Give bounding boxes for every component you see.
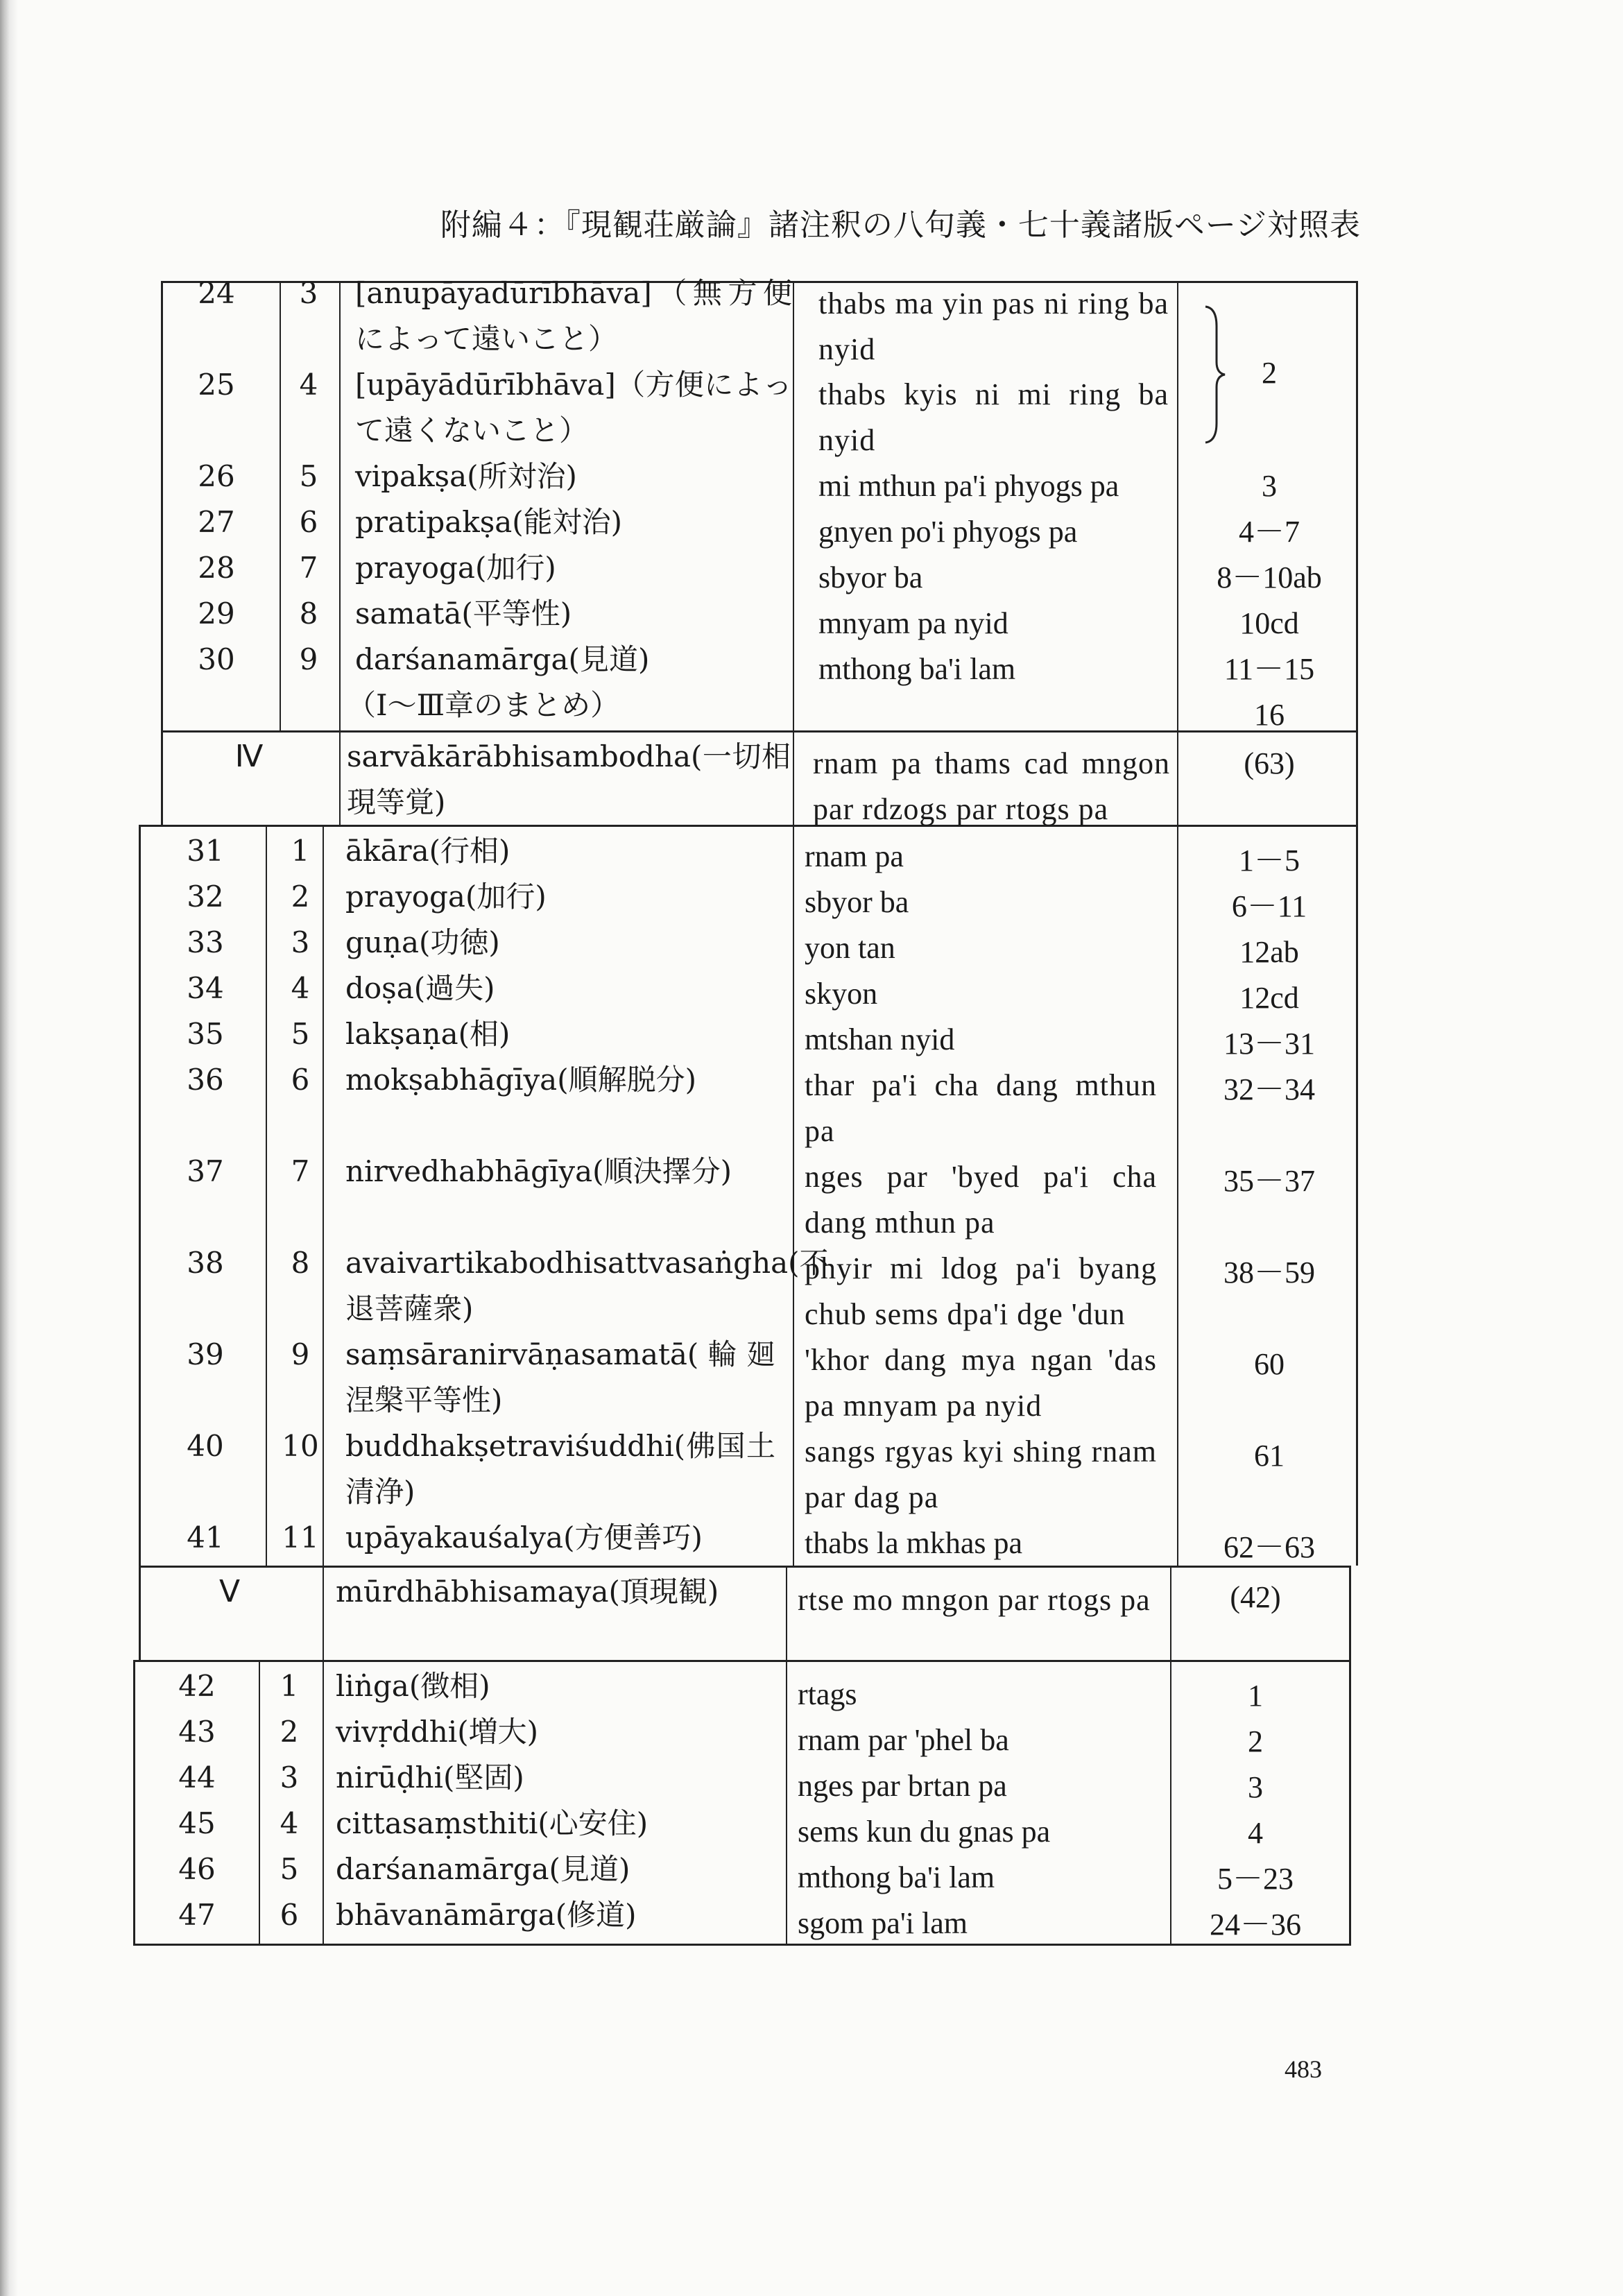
table-cell-number: 36 [187,1063,224,1097]
table-cell-tibetan: mthong ba'i lam [798,1860,995,1894]
table-cell-tibetan: nges par brtan pa [798,1769,1007,1803]
table-cell-number: 30 [198,642,235,676]
table-cell-number: 28 [198,551,235,585]
table-cell-tibetan: phyir mi ldog pa'i byang chub sems dpa'i dge 'dun [805,1251,1157,1331]
table-cell-sanskrit: bhāvanāmārga(修道) [336,1898,637,1932]
table-cell-tibetan: thar pa'i cha dang mthun pa [805,1068,1157,1148]
table-cell-sanskrit: vivṛddhi(増大) [336,1715,538,1749]
page-number: 483 [1285,2055,1322,2083]
table-cell-index: 6 [299,505,318,539]
table-cell-version-pages: 5－23 [1217,1862,1294,1896]
table-cell-sanskrit: pratipakṣa(能対治) [355,505,623,539]
table-cell-sanskrit: samatā(平等性) [355,597,572,631]
table-cell-tibetan: mtshan nyid [805,1022,955,1056]
table-cell-version-pages: 6－11 [1231,889,1307,923]
table-cell-version-pages: 4－7 [1239,515,1300,549]
table-cell-sanskrit: darśanamārga(見道) [336,1852,630,1886]
table-cell-version-pages: 3 [1262,469,1277,503]
table-cell-number: 27 [198,505,235,539]
group-sanskrit: sarvākārābhisambodha(一切相現等覚) [347,739,791,819]
table-cell-number: 34 [187,971,224,1005]
table-cell-tibetan: rnam par 'phel ba [798,1723,1009,1757]
table-cell-sanskrit-note: （Ⅰ～Ⅲ章のまとめ） [347,688,620,722]
table-cell-sanskrit: [anupāyadūrībhāva]（無方便によって遠いこと） [355,276,792,356]
table-cell-number: 25 [198,368,235,402]
group-label: Ⅴ [218,1575,241,1609]
table-cell-number: 35 [187,1017,224,1051]
table-block-group-v [139,1566,1351,1660]
table-cell-version-pages: 38－59 [1223,1256,1315,1290]
group-label: Ⅳ [234,739,264,773]
table-cell-number: 42 [178,1669,216,1703]
table-cell-number: 29 [198,597,235,631]
table-cell-number: 32 [187,880,224,914]
table-cell-version-pages: 2 [1248,1724,1263,1758]
table-cell-sanskrit: upāyakauśalya(方便善巧) [345,1520,703,1554]
table-cell-sanskrit: cittasaṃsthiti(心安住) [336,1806,649,1840]
table-cell-version-pages: 12ab [1239,935,1299,969]
table-cell-number: 26 [198,459,235,493]
table-cell-sanskrit: nirvedhabhāgīya(順決擇分) [345,1154,732,1188]
group-tibetan: rtse mo mngon par rtogs pa [798,1583,1151,1617]
table-cell-version-pages: 11－15 [1223,652,1315,686]
table-cell-number: 40 [187,1429,224,1463]
table-cell-tibetan: thabs la mkhas pa [805,1526,1023,1560]
table-cell-index: 9 [291,1337,310,1371]
table-cell-index: 8 [291,1246,310,1280]
table-cell-version-pages: 61 [1254,1439,1285,1473]
table-cell-number: 46 [178,1852,216,1886]
group-verse-count: (42) [1230,1580,1281,1614]
table-cell-tibetan: skyon [805,977,878,1011]
table-cell-index: 1 [280,1669,299,1703]
table-cell-version-pages: 62－63 [1223,1530,1315,1564]
table-cell-sanskrit: prayoga(加行) [355,551,556,585]
table-cell-sanskrit: doṣa(過失) [345,971,495,1005]
table-cell-index: 4 [291,971,310,1005]
table-cell-number: 24 [198,276,235,310]
table-cell-sanskrit: darśanamārga(見道) [355,642,650,676]
table-cell-tibetan: mnyam pa nyid [818,606,1008,640]
table-cell-sanskrit: buddhakṣetraviśuddhi(佛国土清浄) [345,1429,775,1509]
table-cell-version-pages: 16 [1254,698,1285,732]
table-cell-version-pages: 24－36 [1210,1908,1301,1942]
table-cell-tibetan: thabs ma yin pas ni ring ba nyid [818,286,1169,366]
table-cell-index: 9 [299,642,318,676]
table-cell-version-pages: 32－34 [1223,1072,1315,1106]
table-cell-tibetan: gnyen po'i phyogs pa [818,515,1078,549]
table-cell-index: 6 [280,1898,299,1932]
table-cell-version-pages: 1 [1248,1679,1263,1713]
table-cell-number: 37 [187,1154,224,1188]
table-cell-index: 4 [280,1806,299,1840]
table-cell-version-pages: 2 [1262,356,1277,390]
table-cell-index: 7 [299,551,318,585]
table-cell-number: 41 [187,1520,224,1554]
table-cell-sanskrit: avaivartikabodhisattvasaṅgha(不退菩薩衆) [345,1246,829,1326]
table-block-section-5 [133,1660,1351,1946]
table-cell-version-pages: 1－5 [1239,843,1300,877]
table-cell-number: 31 [187,834,224,868]
table-cell-tibetan: sbyor ba [805,885,909,919]
table-cell-number: 47 [178,1898,216,1932]
table-cell-tibetan: rtags [798,1677,857,1711]
table-cell-tibetan: mthong ba'i lam [818,652,1016,686]
table-cell-sanskrit: mokṣabhāgīya(順解脱分) [345,1063,696,1097]
table-cell-index: 5 [299,459,318,493]
table-cell-tibetan: nges par 'byed pa'i cha dang mthun pa [805,1160,1157,1240]
table-cell-index: 2 [291,880,310,914]
table-cell-tibetan: yon tan [805,931,895,965]
table-cell-tibetan: sangs rgyas kyi shing rnam par dag pa [805,1434,1157,1514]
table-cell-tibetan: mi mthun pa'i phyogs pa [818,469,1119,503]
table-cell-sanskrit: liṅga(徴相) [336,1669,490,1703]
table-cell-tibetan: rnam pa [805,839,904,873]
table-cell-tibetan: sbyor ba [818,560,923,594]
table-cell-tibetan: sems kun du gnas pa [798,1815,1051,1849]
table-cell-sanskrit: guṇa(功徳) [345,925,500,959]
table-cell-sanskrit: saṃsāranirvāṇasamatā(輪廻涅槃平等性) [345,1337,775,1417]
table-cell-index: 3 [291,925,310,959]
table-cell-tibetan: 'khor dang mya ngan 'das pa mnyam pa nyid [805,1343,1157,1423]
table-cell-index: 1 [291,834,310,868]
table-cell-sanskrit: ākāra(行相) [345,834,510,868]
table-cell-number: 45 [178,1806,216,1840]
table-cell-index: 8 [299,597,318,631]
table-cell-index: 7 [291,1154,310,1188]
table-cell-number: 43 [178,1715,216,1749]
table-cell-version-pages: 8－10ab [1217,560,1322,594]
group-sanskrit: mūrdhābhisamaya(頂現観) [336,1575,719,1609]
table-cell-tibetan: thabs kyis ni mi ring ba nyid [818,377,1169,457]
table-cell-sanskrit: prayoga(加行) [345,880,547,914]
table-cell-version-pages: 12cd [1239,981,1299,1015]
table-cell-index: 4 [299,368,318,402]
group-verse-count: (63) [1244,746,1295,780]
table-cell-sanskrit: lakṣaṇa(相) [345,1017,510,1051]
table-cell-index: 10 [282,1429,319,1463]
table-cell-index: 5 [280,1852,299,1886]
table-cell-index: 5 [291,1017,310,1051]
table-cell-version-pages: 3 [1248,1770,1263,1804]
group-tibetan: rnam pa thams cad mngon par rdzogs par rtogs pa [813,746,1170,826]
table-cell-version-pages: 13－31 [1223,1027,1315,1061]
table-cell-index: 11 [282,1520,319,1554]
table-cell-tibetan: sgom pa'i lam [798,1906,968,1940]
table-cell-index: 6 [291,1063,310,1097]
table-cell-sanskrit: [upāyādūrībhāva]（方便によって遠くないこと） [355,368,792,447]
table-cell-index: 3 [299,276,318,310]
table-cell-version-pages: 35－37 [1223,1164,1315,1198]
table-cell-sanskrit: nirūḍhi(堅固) [336,1760,524,1794]
table-cell-number: 33 [187,925,224,959]
table-cell-index: 2 [280,1715,299,1749]
table-cell-number: 39 [187,1337,224,1371]
table-cell-number: 44 [178,1760,216,1794]
table-cell-version-pages: 10cd [1239,606,1299,640]
table-cell-index: 3 [280,1760,299,1794]
table-cell-version-pages: 60 [1254,1347,1285,1381]
table-cell-version-pages: 4 [1248,1816,1263,1850]
table-cell-number: 38 [187,1246,224,1280]
running-header: 附編４：『現観荘厳論』諸注釈の八句義・七十義諸版ページ対照表 [440,207,1361,243]
table-cell-sanskrit: vipakṣa(所対治) [355,459,577,493]
